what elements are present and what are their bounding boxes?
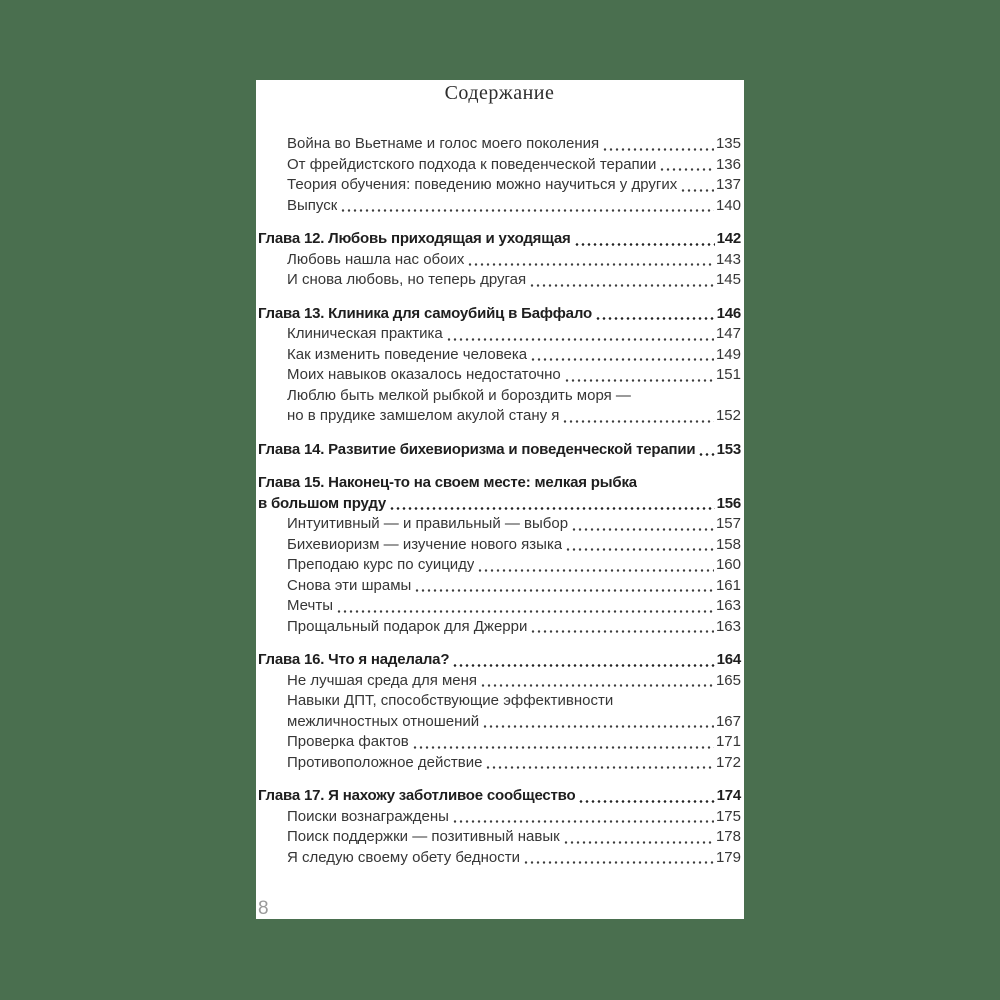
toc-entry-page: 174 [716, 787, 741, 804]
toc-entry-row [258, 753, 741, 774]
toc-entry-page: 136 [715, 155, 741, 173]
page-number: 8 [258, 898, 269, 919]
toc-entry-title: Глава 13. Клиника для самоубийц в Баффало [258, 304, 592, 322]
toc-entry-title: Преподаю курс по суициду [287, 556, 475, 573]
toc-entry-row [258, 406, 741, 427]
dot-leader [414, 589, 714, 592]
toc-entry-page: 151 [715, 366, 741, 383]
toc-entry-page: 163 [715, 617, 741, 635]
toc-entry-row [258, 555, 741, 576]
toc-chapter-row [258, 473, 741, 494]
dot-leader [446, 338, 714, 341]
toc-entry-page: 164 [716, 651, 741, 668]
toc-entry-title: Люблю быть мелкой рыбкой и бороздить моря — [287, 386, 631, 404]
toc-entry-title: Не лучшая среда для меня [287, 671, 478, 689]
toc-entry-row [258, 270, 741, 291]
toc-entry-page: 146 [716, 304, 741, 322]
toc-entry-page: 157 [715, 515, 741, 532]
toc-entry-row [258, 535, 741, 556]
dot-leader [571, 528, 714, 531]
toc-chapter-row [258, 786, 741, 807]
dot-leader [530, 630, 714, 633]
toc-entry-page: 135 [715, 135, 741, 152]
toc-entry-title: Выпуск [287, 196, 338, 214]
toc-entry-title: Навыки ДПТ, способствующие эффективности [287, 692, 614, 709]
toc-entry-title: Теория обучения: поведению можно научиться у других [287, 176, 678, 193]
toc-chapter-row [258, 650, 741, 671]
toc-entry-row [258, 365, 741, 386]
toc-entry-row [258, 386, 741, 407]
toc-entry-title: Глава 17. Я нахожу заботливое сообщество [258, 787, 576, 804]
toc-entry-row [258, 617, 741, 638]
dot-leader [659, 168, 714, 171]
toc-entry-page: 167 [715, 712, 741, 730]
toc-entry-row [258, 514, 741, 535]
toc-chapter-row [258, 229, 741, 250]
dot-leader [578, 800, 714, 803]
dot-leader [565, 548, 714, 551]
toc-entry-page: 172 [715, 753, 741, 771]
toc-entry-page: 171 [715, 733, 741, 750]
toc-entry-title: Прощальный подарок для Джерри [287, 617, 528, 635]
toc-entry-row [258, 691, 741, 712]
dot-leader [482, 725, 714, 728]
toc-entry-title: в большом пруду [258, 494, 386, 512]
dot-leader [574, 243, 715, 246]
dot-leader [563, 841, 714, 844]
dot-leader [480, 684, 714, 687]
toc-entry-row [258, 155, 741, 176]
dot-leader [602, 148, 714, 151]
toc-entry-page: 142 [716, 230, 741, 247]
toc-entry-row [258, 134, 741, 155]
toc-chapter-row [258, 494, 741, 515]
dot-leader [523, 861, 714, 864]
toc-entry-page: 147 [715, 325, 741, 342]
toc-entry-row [258, 732, 741, 753]
toc-entry-row [258, 807, 741, 828]
toc-entry-row [258, 324, 741, 345]
dot-leader [485, 766, 714, 769]
toc-entry-title: Глава 12. Любовь приходящая и уходящая [258, 230, 571, 247]
dot-leader [529, 284, 714, 287]
toc-entry-page: 179 [715, 848, 741, 866]
dot-leader [562, 420, 714, 423]
toc-chapter-row [258, 304, 741, 325]
dot-leader [452, 820, 714, 823]
toc-entry-title: От фрейдистского подхода к поведенческой терапии [287, 155, 657, 173]
toc-entry-title: Проверка фактов [287, 733, 409, 750]
toc-entry-title: И снова любовь, но теперь другая [287, 271, 527, 288]
toc-entry-title: Любовь нашла нас обоих [287, 250, 465, 268]
toc-entry-page: 145 [715, 271, 741, 288]
toc-entry-row [258, 175, 741, 196]
toc-entry-title: Глава 15. Наконец-то на своем месте: мелкая рыбка [258, 474, 637, 491]
toc-entry-row [258, 596, 741, 617]
dot-leader [467, 263, 714, 266]
dot-leader [680, 189, 714, 192]
toc-entry-title: Мечты [287, 597, 333, 614]
toc-entry-title: но в прудике замшелом акулой стану я [287, 407, 560, 424]
toc-entry-page: 152 [715, 407, 741, 424]
dot-leader [530, 358, 714, 361]
toc-entry-page: 137 [715, 176, 741, 193]
toc-entry-title: Глава 16. Что я наделала? [258, 651, 450, 668]
toc-entry-title: Интуитивный — и правильный — выбор [287, 515, 569, 532]
toc-entry-page: 165 [715, 671, 741, 689]
toc-entry-row [258, 250, 741, 271]
dot-leader [564, 379, 714, 382]
toc-entry-row [258, 671, 741, 692]
dot-leader [412, 746, 714, 749]
toc-entry-page: 160 [715, 556, 741, 573]
toc-entry-title: Я следую своему обету бедности [287, 848, 520, 866]
toc-entry-title: Как изменить поведение человека [287, 345, 528, 363]
dot-leader [389, 507, 715, 510]
toc-entry-title: Глава 14. Развитие бихевиоризма и поведенческой терапии [258, 440, 696, 458]
toc-entry-page: 163 [715, 597, 741, 614]
dot-leader [336, 610, 714, 613]
toc-entry-row [258, 827, 741, 848]
toc-entry-page: 161 [715, 576, 741, 594]
page-title: Содержание [444, 82, 555, 104]
toc-entry-page: 175 [715, 807, 741, 825]
toc-entry-title: Снова эти шрамы [287, 576, 412, 594]
toc-list [258, 134, 741, 868]
toc-entry-page: 143 [715, 250, 741, 268]
dot-leader [477, 569, 714, 572]
toc-entry-row [258, 196, 741, 217]
toc-entry-page: 149 [715, 345, 741, 363]
toc-entry-row [258, 848, 741, 869]
toc-entry-title: Моих навыков оказалось недостаточно [287, 366, 561, 383]
toc-entry-page: 140 [715, 196, 741, 214]
dot-leader [698, 453, 714, 456]
toc-entry-row [258, 345, 741, 366]
dot-leader [452, 664, 714, 667]
dot-leader [595, 317, 715, 320]
dot-leader [340, 209, 714, 212]
toc-chapter-row [258, 440, 741, 461]
toc-entry-page: 153 [716, 440, 741, 458]
toc-entry-page: 156 [716, 494, 741, 512]
toc-entry-title: межличностных отношений [287, 712, 480, 730]
toc-entry-page: 158 [715, 535, 741, 553]
toc-entry-row [258, 712, 741, 733]
toc-entry-title: Война во Вьетнаме и голос моего поколения [287, 135, 600, 152]
toc-entry-title: Противоположное действие [287, 753, 483, 771]
toc-entry-page: 178 [715, 828, 741, 845]
toc-entry-title: Поиск поддержки — позитивный навык [287, 828, 560, 845]
book-page [256, 80, 744, 919]
toc-entry-title: Поиски вознаграждены [287, 807, 449, 825]
toc-entry-title: Клиническая практика [287, 325, 443, 342]
toc-entry-row [258, 576, 741, 597]
toc-entry-title: Бихевиоризм — изучение нового языка [287, 535, 563, 553]
